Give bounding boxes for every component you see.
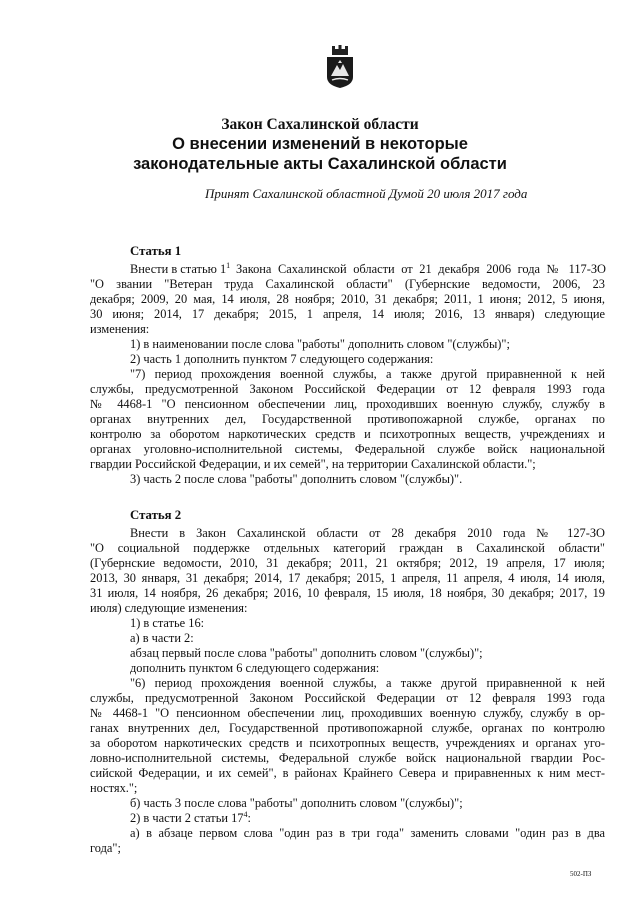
article-2-line: сийской Федерации, и их семей", в районах Крайнего Севера и приравненных к ним мест- <box>90 766 605 780</box>
article-2-line: "О социальной поддержке отдельных категорий граждан в Сахалинской области" <box>90 541 605 555</box>
article-1-item: 2) часть 1 дополнить пунктом 7 следующего содержания: <box>130 352 434 366</box>
shield-icon <box>327 57 353 88</box>
article-2-item: 1) в статье 16: <box>130 616 205 630</box>
article-1-line: "7) период прохождения военной службы, а также другой приравненной к ней <box>130 367 605 381</box>
law-subject-line-2: законодательные акты Сахалинской области <box>133 155 507 173</box>
article-1-item: 1) в наименовании после слова "работы" дополнить словом "(службы)"; <box>130 337 510 351</box>
article-2-line: ганах внутренних дел, Государственной противопожарной службе, органах по контролю <box>90 721 605 735</box>
adoption-note: Принят Сахалинской областной Думой 20 июля 2017 года <box>205 186 528 201</box>
article-1-line: службы, предусмотренной Законом Российской Федерации от 12 февраля 1993 года <box>90 382 605 396</box>
article-1-item: 3) часть 2 после слова "работы" дополнить словом "(службы)". <box>130 472 463 486</box>
crown-icon <box>332 45 348 55</box>
article-1-line: органах внутренних дел, Государственной противопожарной службе, органах по <box>90 412 605 426</box>
article-2-line: за оборотом наркотических средств и психотропных веществ, учреждениях и органах уго- <box>90 736 605 750</box>
article-2-line: Внести в Закон Сахалинской области от 28 декабря 2010 года № 127-ЗО <box>130 526 605 540</box>
law-subject-line-1: О внесении изменений в некоторые <box>172 135 468 153</box>
article-1-line: декабря; 2009, 20 мая, 14 июля, 28 ноября; 2010, 31 декабря; 2011, 1 июня; 2012, 5 июня, <box>90 292 605 306</box>
article-2-item: 2) в части 2 статьи $17^4$: <box>130 809 251 825</box>
article-2-line: ностях."; <box>90 781 138 795</box>
article-1-line: контролю за оборотом наркотических средств и психотропных веществ, учреждениях и <box>90 427 605 441</box>
article-1-line: Внести в статью $1^1$ <box>130 260 231 276</box>
article-2-item: дополнить пунктом 6 следующего содержания: <box>130 661 380 675</box>
article-2-item: б) часть 3 после слова "работы" дополнить словом "(службы)"; <box>130 796 463 810</box>
article-2-line: а) в абзаце первом слова "один раз в три года" заменить словами "один раз в два <box>130 826 605 840</box>
article-2-line: № 4468-1 "О пенсионном обеспечении лиц, проходивших военную службу, службу в ор- <box>90 706 605 720</box>
article-1-heading: Статья 1 <box>130 244 182 258</box>
article-2-item: абзац первый после слова "работы" дополнить словом "(службы)"; <box>130 646 483 660</box>
article-2-line: ловно-исполнительной системы, Федеральной службе войск национальной гвардии Рос- <box>90 751 605 765</box>
article-1-line: изменения: <box>90 322 150 336</box>
document-code: 502-ПЗ <box>570 870 592 878</box>
footnote-superscript: 1 <box>226 260 231 270</box>
article-1-line: 30 июня; 2014, 17 декабря; 2015, 1 апреля, 14 июля; 2016, 13 января) следующие <box>90 307 605 321</box>
article-2-line: июля) следующие изменения: <box>90 601 248 615</box>
article-1-line: органах уголовно-исполнительной системы, Федеральной службе войск национальной <box>90 442 605 456</box>
article-2-line: 2013, 30 января, 31 декабря; 2014, 17 декабря; 2015, 1 апреля, 11 апреля, 4 июля, 14 июля, <box>90 571 605 585</box>
article-2-line: службы, предусмотренной Законом Российской Федерации от 12 февраля 1993 года <box>90 691 605 705</box>
law-title: Закон Сахалинской области <box>221 116 419 133</box>
article-1-line: № 4468-1 "О пенсионном обеспечении лиц, проходивших военную службу, службу в <box>90 397 605 411</box>
article-2-line: "6) период прохождения военной службы, а также другой приравненной к ней <box>130 676 605 690</box>
article-2-heading: Статья 2 <box>130 508 182 522</box>
article-2-item: а) в части 2: <box>130 631 194 645</box>
coat-of-arms-emblem <box>325 45 355 89</box>
article-1-line: Закона Сахалинской области от 21 декабря 2006 года № 117-ЗО <box>236 262 606 276</box>
article-2-line: года"; <box>90 841 121 855</box>
article-2-line: 31 июля, 14 ноября, 26 декабря; 2016, 10 февраля, 15 июля, 18 ноября, 30 декабря; 2017, 19 <box>90 586 605 600</box>
article-1-line: "О звании "Ветеран труда Сахалинской области" (Губернские ведомости, 2006, 23 <box>90 277 605 291</box>
article-1-line: гвардии Российской Федерации, и их семей", на территории Сахалинской области."; <box>90 457 536 471</box>
superscript: 4 <box>243 809 248 819</box>
article-2-line: (Губернские ведомости, 2010, 31 декабря; 2011, 21 октября; 2012, 19 апреля, 17 июля; <box>90 556 605 570</box>
